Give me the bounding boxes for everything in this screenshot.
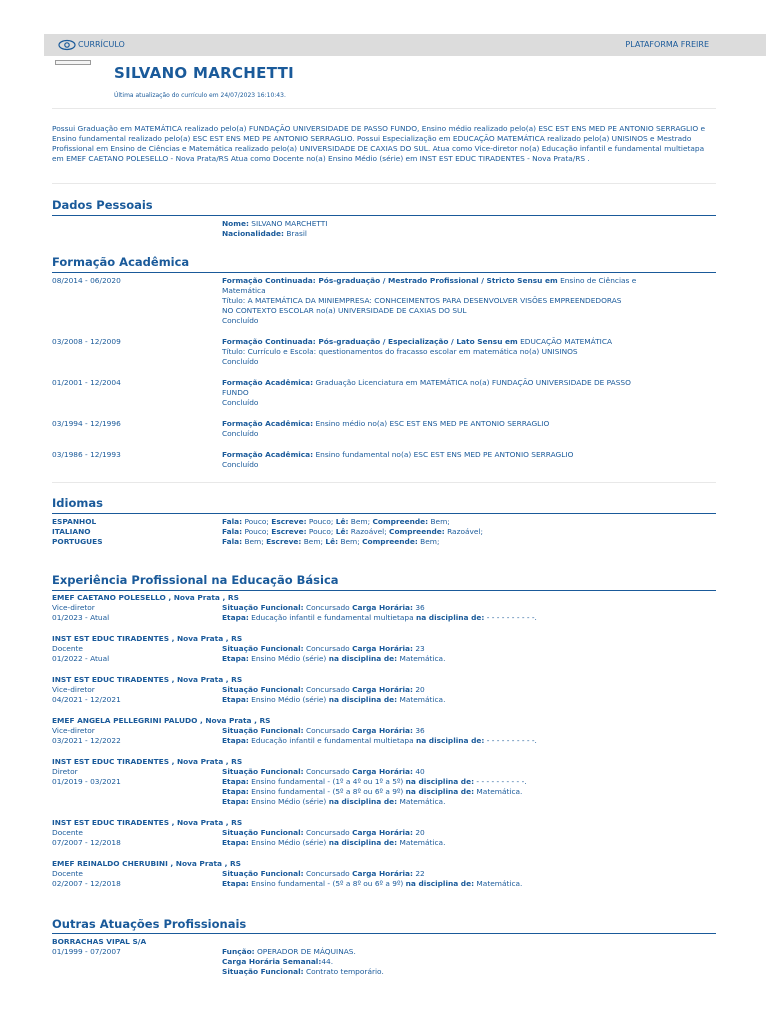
formacao-status: Concluído: [222, 316, 259, 325]
carga-label: Carga Horária Semanal:: [222, 957, 322, 966]
experiencia-institution: EMEF ANGELA PELLEGRINI PALUDO , Nova Prata , RS: [52, 716, 271, 725]
formacao-period: 01/2001 - 12/2004: [52, 378, 121, 387]
situacao-label: Situação Funcional:: [222, 685, 304, 694]
experiencia-period: 01/2023 - Atual: [52, 613, 110, 622]
formacao-period: 08/2014 - 06/2020: [52, 276, 121, 285]
formacao-entry: [222, 337, 672, 367]
idioma-levels: [222, 517, 672, 527]
experiencia-role: Vice-diretor: [52, 603, 95, 612]
experiencia-role: Docente: [52, 869, 83, 878]
funcao-value: OPERADOR DE MÁQUINAS.: [254, 947, 356, 956]
situacao-label: Situação Funcional:: [222, 726, 304, 735]
disciplina-value: Matemática.: [397, 797, 446, 806]
experiencia-etapa-row: [222, 695, 672, 705]
nome-value: SILVANO MARCHETTI: [248, 219, 328, 228]
idioma-name: ITALIANO: [52, 527, 91, 536]
situacao-label: Situação Funcional:: [222, 828, 304, 837]
experiencia-period-row: [52, 777, 212, 787]
disciplina-label: na disciplina de:: [405, 777, 475, 786]
section-line: [52, 933, 716, 934]
disciplina-label: na disciplina de:: [328, 797, 398, 806]
carga-value: 22: [413, 869, 425, 878]
experiencia-institution: EMEF CAETANO POLESELLO , Nova Prata , RS: [52, 593, 239, 602]
disciplina-label: na disciplina de:: [328, 838, 398, 847]
situacao-value: Concursado: [303, 828, 350, 837]
formacao-detail: Matemática: [222, 286, 266, 295]
experiencia-role-row: [52, 685, 212, 695]
nome-label: Nome:: [222, 219, 249, 228]
etapa-value: Ensino Médio (série): [248, 695, 327, 704]
divider: [52, 108, 716, 109]
experiencia-etapa-row: [222, 736, 672, 746]
experiencia-etapa-row: [222, 777, 672, 787]
experiencia-role: Vice-diretor: [52, 726, 95, 735]
formacao-detail: EDUCAÇÃO MATEMÁTICA: [517, 337, 613, 346]
disciplina-label: na disciplina de:: [328, 695, 398, 704]
experiencia-institution: EMEF REINALDO CHERUBINI , Nova Prata , RS: [52, 859, 241, 868]
fala-label: Fala:: [222, 517, 243, 526]
experiencia-role-row: [52, 869, 212, 879]
disciplina-value: Matemática.: [397, 654, 446, 663]
fala-value: Pouco;: [242, 517, 269, 526]
formacao-status: Concluído: [222, 429, 259, 438]
formacao-detail: Graduação Licenciatura em MATEMÁTICA no(a) FUNDAÇÃO UNIVERSIDADE DE PASSO: [313, 378, 631, 387]
escreve-value: Pouco;: [306, 527, 334, 536]
carga-label: Carga Horária:: [352, 603, 413, 612]
etapa-value: Ensino Médio (série): [248, 797, 327, 806]
carga-value: 20: [413, 685, 425, 694]
etapa-label: Etapa:: [222, 613, 249, 622]
top-bar: [44, 34, 766, 56]
section-title-idiomas: Idiomas: [52, 496, 103, 510]
situacao-value: Contrato temporário.: [303, 967, 384, 976]
experiencia-situacao-row: [222, 603, 672, 613]
experiencia-situacao-row: [222, 869, 672, 879]
experiencia-period: 01/2019 - 03/2021: [52, 777, 121, 786]
compreende-value: Bem;: [428, 517, 450, 526]
formacao-status: Concluído: [222, 460, 259, 469]
experiencia-etapa-row: [222, 613, 672, 623]
disciplina-label: na disciplina de:: [415, 613, 485, 622]
situacao-label: Situação Funcional:: [222, 644, 304, 653]
etapa-label: Etapa:: [222, 736, 249, 745]
etapa-label: Etapa:: [222, 879, 249, 888]
experiencia-period-row: [52, 736, 212, 746]
le-value: Razoável;: [348, 527, 387, 536]
etapa-label: Etapa:: [222, 654, 249, 663]
experiencia-situacao-row: [222, 767, 672, 777]
le-label: Lê:: [335, 517, 349, 526]
experiencia-period: 03/2021 - 12/2022: [52, 736, 121, 745]
carga-value: 36: [413, 603, 425, 612]
experiencia-institution-row: [52, 593, 239, 603]
formacao-label: Formação Acadêmica:: [222, 378, 314, 387]
formacao-period: 03/2008 - 12/2009: [52, 337, 121, 346]
disciplina-value: Matemática.: [474, 787, 523, 796]
escreve-label: Escreve:: [271, 517, 307, 526]
experiencia-situacao-row: [222, 685, 672, 695]
section-line: [52, 272, 716, 273]
nacionalidade-row: [222, 229, 672, 239]
disciplina-label: na disciplina de:: [328, 654, 398, 663]
section-line: [52, 590, 716, 591]
formacao-title: Título: Currículo e Escola: questionamentos do fracasso escolar em matemática no(a) UNISINOS: [222, 347, 578, 356]
nome-row: [222, 219, 672, 229]
situacao-label: Situação Funcional:: [222, 869, 304, 878]
situacao-value: Concursado: [303, 685, 350, 694]
profile-name: SILVANO MARCHETTI: [114, 64, 294, 82]
formacao-title: Título: A MATEMÁTICA DA MINIEMPRESA: CONHCEIMENTOS PARA DESENVOLVER VISÕES EMPREENDEDORAS: [222, 296, 622, 305]
idioma-levels: [222, 537, 672, 547]
situacao-value: Concursado: [303, 767, 350, 776]
experiencia-institution-row: [52, 859, 241, 869]
etapa-value: Ensino Médio (série): [248, 654, 327, 663]
experiencia-institution-row: [52, 818, 243, 828]
experiencia-role: Docente: [52, 828, 83, 837]
experiencia-period-row: [52, 613, 212, 623]
formacao-detail: Ensino de Ciências e: [557, 276, 637, 285]
carga-label: Carga Horária:: [352, 828, 413, 837]
compreende-value: Razoável;: [444, 527, 483, 536]
fala-label: Fala:: [222, 527, 243, 536]
disciplina-value: - - - - - - - - - -.: [484, 613, 537, 622]
disciplina-value: - - - - - - - - - -.: [474, 777, 527, 786]
formacao-label: Formação Acadêmica:: [222, 450, 314, 459]
formacao-entry: [222, 450, 672, 470]
etapa-value: Educação infantil e fundamental multietapa: [248, 613, 414, 622]
nacionalidade-label: Nacionalidade:: [222, 229, 285, 238]
experiencia-role-row: [52, 644, 212, 654]
experiencia-etapa-row: [222, 879, 672, 889]
situacao-value: Concursado: [303, 644, 350, 653]
fala-value: Pouco;: [242, 527, 269, 536]
curriculo-link[interactable]: CURRÍCULO: [78, 40, 125, 49]
experiencia-role: Diretor: [52, 767, 78, 776]
compreende-label: Compreende:: [389, 527, 445, 536]
escreve-value: Pouco;: [306, 517, 334, 526]
carga-label: Carga Horária:: [352, 726, 413, 735]
experiencia-role-row: [52, 603, 212, 613]
fala-value: Bem;: [242, 537, 264, 546]
carga-value: 36: [413, 726, 425, 735]
experiencia-role: Vice-diretor: [52, 685, 95, 694]
disciplina-value: - - - - - - - - - -.: [484, 736, 537, 745]
compreende-label: Compreende:: [372, 517, 429, 526]
outras-company: BORRACHAS VIPAL S/A: [52, 937, 147, 946]
situacao-value: Concursado: [303, 726, 350, 735]
section-title-experiencia: Experiência Profissional na Educação Básica: [52, 573, 339, 587]
experiencia-period-row: [52, 838, 212, 848]
outras-details: [222, 947, 672, 977]
divider: [52, 482, 716, 483]
etapa-value: Ensino Médio (série): [248, 838, 327, 847]
etapa-value: Ensino fundamental - (5º a 8º ou 6º a 9º): [248, 879, 404, 888]
section-title-outras: Outras Atuações Profissionais: [52, 917, 247, 931]
situacao-value: Concursado: [303, 869, 350, 878]
disciplina-label: na disciplina de:: [405, 879, 475, 888]
experiencia-etapa-row: [222, 787, 672, 797]
formacao-detail: Ensino médio no(a) ESC EST ENS MED PE ANTONIO SERRAGLIO: [313, 419, 550, 428]
experiencia-institution-row: [52, 716, 271, 726]
experiencia-role: Docente: [52, 644, 83, 653]
etapa-value: Educação infantil e fundamental multietapa: [248, 736, 414, 745]
formacao-label: Formação Acadêmica:: [222, 419, 314, 428]
experiencia-period: 01/2022 - Atual: [52, 654, 110, 663]
profile-summary: Possui Graduação em MATEMÁTICA realizado pelo(a) FUNDAÇÃO UNIVERSIDADE DE PASSO FUNDO, Ensino médio realizado pelo(a) ESC EST ENS MED PE ANTONIO SERRAGLIO e Ensino fundamental realizado pelo(a) ESC EST ENS MED PE ANTONIO SERRAGLIO. Possui Especialização em EDUCAÇÃO MATEMÁTICA realizado pelo(a) UNISINOS e Mestrado Profissional em Ensino de Ciências e Matemática realizado pelo(a) UNIVERSIDADE DE CAXIAS DO SUL. Atua como Vice-diretor no(a) Educação infantil e fundamental multietapa em EMEF CAETANO POLESELLO - Nova Prata/RS Atua como Docente no(a) Ensino Médio (série) em INST EST EDUC TIRADENTES - Nova Prata/RS .: [52, 124, 706, 163]
carga-value: 20: [413, 828, 425, 837]
funcao-label: Função:: [222, 947, 255, 956]
idioma-name: PORTUGUES: [52, 537, 103, 546]
situacao-label: Situação Funcional:: [222, 967, 304, 976]
experiencia-period-row: [52, 654, 212, 664]
escreve-label: Escreve:: [266, 537, 302, 546]
formacao-label: Formação Continuada: Pós-graduação / Mestrado Profissional / Stricto Sensu em: [222, 276, 558, 285]
experiencia-etapa-row: [222, 654, 672, 664]
formacao-period: 03/1994 - 12/1996: [52, 419, 121, 428]
disciplina-label: na disciplina de:: [405, 787, 475, 796]
experiencia-situacao-row: [222, 828, 672, 838]
escreve-value: Bem;: [301, 537, 324, 546]
experiencia-institution: INST EST EDUC TIRADENTES , Nova Prata , RS: [52, 757, 243, 766]
etapa-value: Ensino fundamental - (5º a 8º ou 6º a 9º): [248, 787, 404, 796]
situacao-label: Situação Funcional:: [222, 767, 304, 776]
compreende-value: Bem;: [417, 537, 440, 546]
idioma-levels: [222, 527, 672, 537]
last-update: Última atualização do currículo em 24/07/2023 16:10:43.: [114, 92, 286, 99]
disciplina-value: Matemática.: [397, 695, 446, 704]
etapa-label: Etapa:: [222, 777, 249, 786]
disciplina-value: Matemática.: [474, 879, 523, 888]
carga-label: Carga Horária:: [352, 767, 413, 776]
formacao-entry: [222, 378, 672, 408]
formacao-detail: FUNDO: [222, 388, 249, 397]
carga-label: Carga Horária:: [352, 644, 413, 653]
profile-photo: [55, 60, 91, 65]
escreve-label: Escreve:: [271, 527, 307, 536]
section-title-dados-pessoais: Dados Pessoais: [52, 198, 153, 212]
formacao-label: Formação Continuada: Pós-graduação / Especialização / Lato Sensu em: [222, 337, 518, 346]
fala-label: Fala:: [222, 537, 243, 546]
plataforma-freire-link[interactable]: PLATAFORMA FREIRE: [625, 40, 709, 49]
experiencia-institution-row: [52, 757, 243, 767]
experiencia-institution-row: [52, 634, 243, 644]
formacao-title: NO CONTEXTO ESCOLAR no(a) UNIVERSIDADE DE CAXIAS DO SUL: [222, 306, 467, 315]
disciplina-label: na disciplina de:: [415, 736, 485, 745]
experiencia-institution-row: [52, 675, 243, 685]
formacao-period: 03/1986 - 12/1993: [52, 450, 121, 459]
experiencia-period: 02/2007 - 12/2018: [52, 879, 121, 888]
etapa-label: Etapa:: [222, 838, 249, 847]
etapa-label: Etapa:: [222, 787, 249, 796]
experiencia-role-row: [52, 828, 212, 838]
situacao-label: Situação Funcional:: [222, 603, 304, 612]
carga-value: 23: [413, 644, 425, 653]
carga-value: 40: [413, 767, 425, 776]
disciplina-value: Matemática.: [397, 838, 446, 847]
nacionalidade-value: Brasil: [284, 229, 307, 238]
experiencia-etapa-row: [222, 838, 672, 848]
etapa-value: Ensino fundamental - (1º a 4º ou 1º a 5º): [248, 777, 404, 786]
divider: [52, 183, 716, 184]
formacao-entry: [222, 276, 672, 326]
compreende-label: Compreende:: [362, 537, 418, 546]
section-title-formacao: Formação Acadêmica: [52, 255, 190, 269]
experiencia-role-row: [52, 767, 212, 777]
section-line: [52, 215, 716, 216]
section-line: [52, 513, 716, 514]
eye-icon: [58, 39, 76, 51]
carga-label: Carga Horária:: [352, 685, 413, 694]
formacao-status: Concluído: [222, 357, 259, 366]
experiencia-institution: INST EST EDUC TIRADENTES , Nova Prata , RS: [52, 675, 243, 684]
experiencia-period: 04/2021 - 12/2021: [52, 695, 121, 704]
experiencia-period-row: [52, 879, 212, 889]
experiencia-role-row: [52, 726, 212, 736]
etapa-label: Etapa:: [222, 695, 249, 704]
le-label: Lê:: [335, 527, 349, 536]
experiencia-situacao-row: [222, 726, 672, 736]
experiencia-period-row: [52, 695, 212, 705]
le-label: Lê:: [325, 537, 339, 546]
etapa-label: Etapa:: [222, 797, 249, 806]
carga-value: 44.: [321, 957, 334, 966]
formacao-detail: Ensino fundamental no(a) ESC EST ENS MED PE ANTONIO SERRAGLIO: [313, 450, 574, 459]
experiencia-institution: INST EST EDUC TIRADENTES , Nova Prata , RS: [52, 634, 243, 643]
experiencia-situacao-row: [222, 644, 672, 654]
le-value: Bem;: [348, 517, 371, 526]
experiencia-institution: INST EST EDUC TIRADENTES , Nova Prata , RS: [52, 818, 243, 827]
formacao-entry: [222, 419, 672, 439]
carga-label: Carga Horária:: [352, 869, 413, 878]
experiencia-period: 07/2007 - 12/2018: [52, 838, 121, 847]
formacao-status: Concluído: [222, 398, 259, 407]
le-value: Bem;: [338, 537, 360, 546]
idioma-name: ESPANHOL: [52, 517, 97, 526]
outras-period: 01/1999 - 07/2007: [52, 947, 121, 956]
experiencia-etapa-row: [222, 797, 672, 807]
situacao-value: Concursado: [303, 603, 350, 612]
